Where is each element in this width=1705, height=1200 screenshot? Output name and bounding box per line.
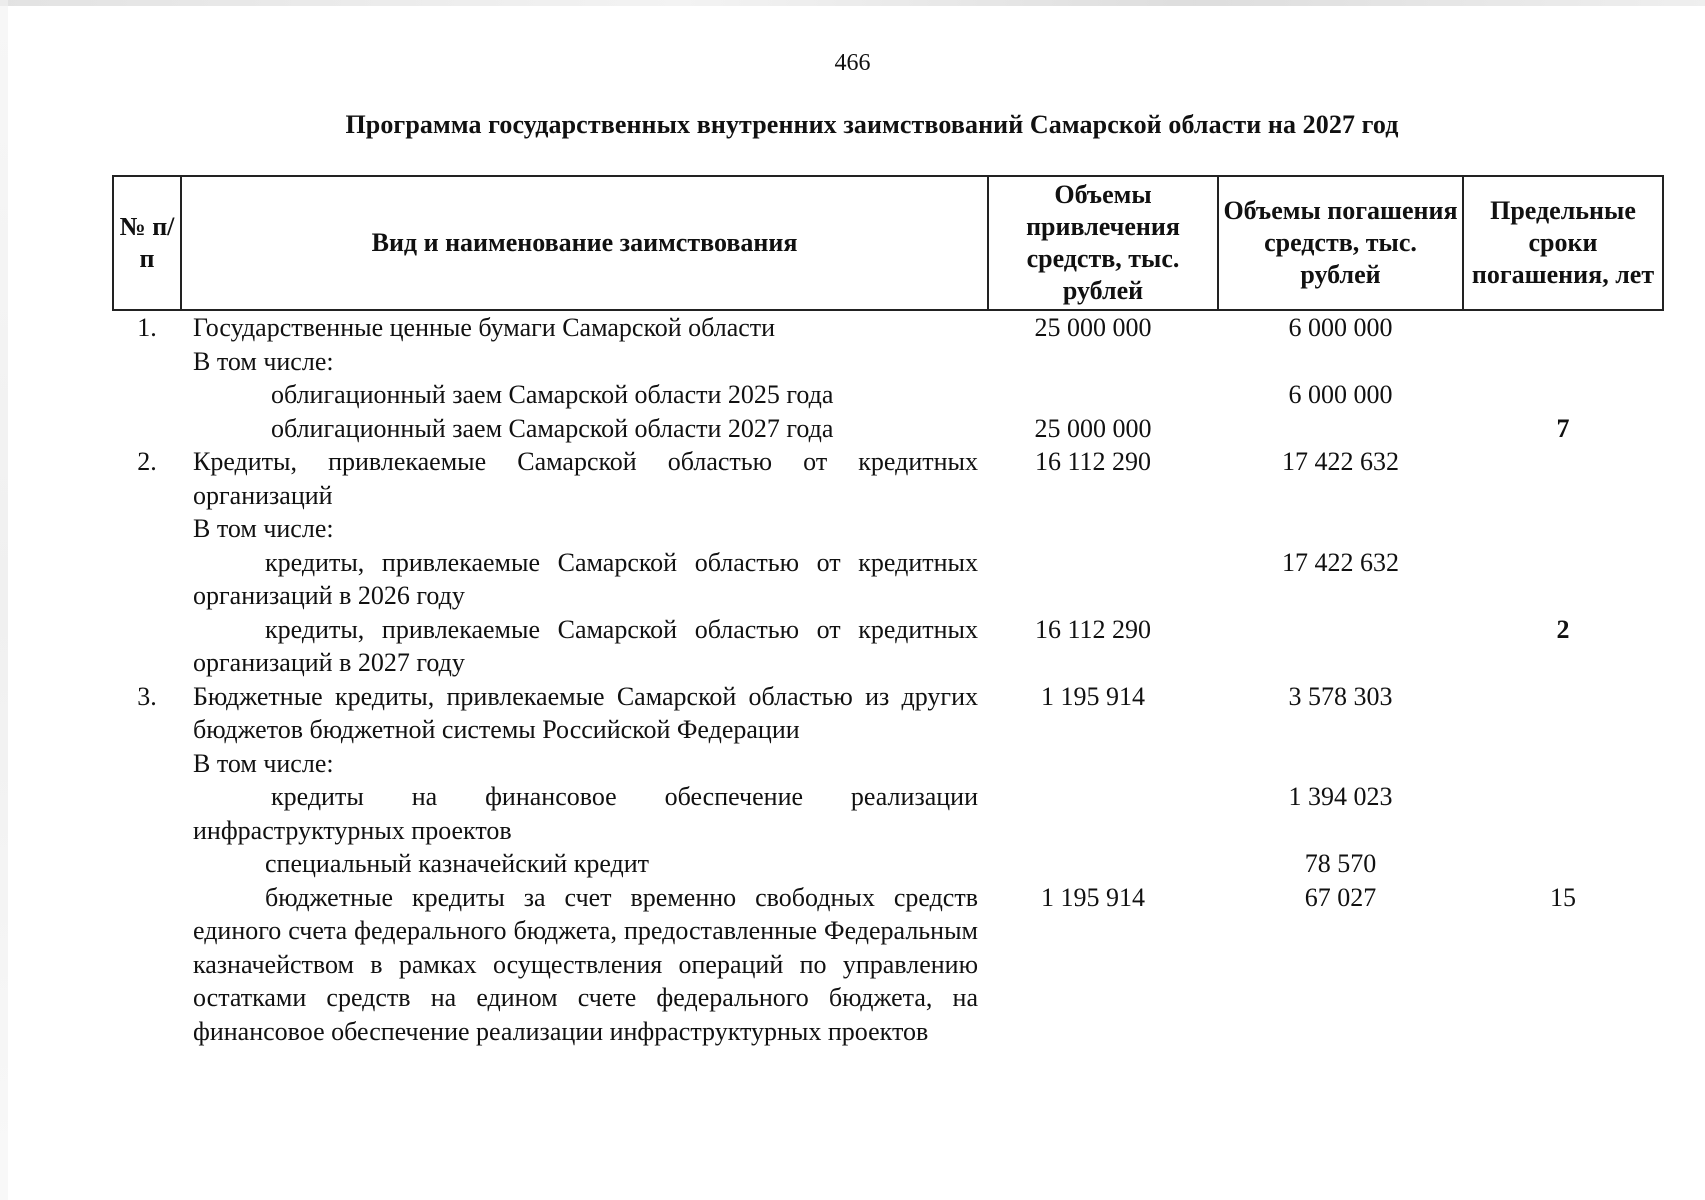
row-name: Государственные ценные бумаги Самарской области — [193, 313, 776, 342]
row-num — [113, 780, 181, 847]
row-num: 2. — [137, 447, 157, 476]
row-inflow: 25 000 000 — [1034, 413, 1152, 443]
row-inflow: 25 000 000 — [1034, 313, 1152, 342]
borrowing-program-table — [112, 175, 1664, 1048]
row-name: Бюджетные кредиты, привлекаемые Самарской областью из других бюджетов бюджетной системы Российской Федерации — [193, 681, 978, 744]
row-outflow — [1218, 345, 1463, 379]
row-num: 1. — [137, 313, 157, 342]
row-term — [1463, 345, 1663, 379]
document-title: Программа государственных внутренних заимствований Самарской области на 2027 год — [345, 110, 1399, 139]
table-row — [113, 445, 1663, 512]
row-term — [1463, 847, 1663, 881]
row-outflow: 3 578 303 — [1288, 681, 1393, 711]
table-row — [113, 881, 1663, 1049]
row-num — [113, 345, 181, 379]
row-name: Кредиты, привлекаемые Самарской областью от кредитных организаций — [193, 447, 978, 510]
scan-top-edge — [0, 0, 1705, 6]
header-term: Предельные сроки погашения, лет — [1463, 176, 1663, 310]
row-outflow: 67 027 — [1304, 882, 1377, 912]
row-name: облигационный заем Самарской области 2027 года — [271, 413, 834, 443]
row-num — [113, 378, 181, 412]
row-outflow: 6 000 000 — [1288, 313, 1393, 342]
row-inflow: 16 112 290 — [1034, 447, 1152, 476]
row-term — [1463, 310, 1663, 345]
table-body — [113, 310, 1663, 1048]
row-inflow — [988, 747, 1218, 781]
header-inflow: Объемы привлечения средств, тыс. рублей — [988, 176, 1218, 310]
row-inflow — [988, 847, 1218, 881]
page-number: 466 — [834, 50, 871, 76]
row-term: 2 — [1556, 614, 1570, 644]
row-term — [1463, 512, 1663, 546]
row-outflow: 17 422 632 — [1282, 547, 1399, 577]
row-name: бюджетные кредиты за счет временно свободных средств единого счета федерального бюджета, предоставленные Федеральным казначейством в рамках осуществления операций по управлению остатками средств на едином счете федерального бюджета, на финансовое обеспечение реализации инфраструктурных проектов — [193, 882, 978, 1046]
header-outflow: Объемы погашения средств, тыс. рублей — [1218, 176, 1463, 310]
row-name: В том числе: — [193, 748, 334, 778]
row-name: кредиты, привлекаемые Самарской областью от кредитных организаций в 2026 году — [193, 547, 978, 610]
row-name: облигационный заем Самарской области 2025 года — [271, 380, 834, 409]
row-inflow — [988, 546, 1218, 613]
table-row — [113, 680, 1663, 747]
row-name: В том числе: — [193, 514, 334, 543]
row-name: В том числе: — [193, 346, 334, 376]
row-inflow — [988, 345, 1218, 379]
row-inflow: 16 112 290 — [1034, 614, 1152, 644]
row-term — [1463, 546, 1663, 613]
row-inflow: 1 195 914 — [1041, 681, 1145, 711]
row-num — [113, 613, 181, 680]
table-row — [113, 512, 1663, 546]
table-row — [113, 847, 1663, 881]
table-row — [113, 378, 1663, 412]
row-inflow — [988, 780, 1218, 847]
row-term — [1463, 378, 1663, 412]
row-num — [113, 512, 181, 546]
row-name: специальный казначейский кредит — [265, 849, 650, 878]
row-outflow: 1 394 023 — [1288, 782, 1393, 811]
row-num — [113, 747, 181, 781]
row-term: 15 — [1550, 882, 1576, 912]
table-header — [113, 176, 1663, 310]
row-num — [113, 847, 181, 881]
row-term — [1463, 680, 1663, 747]
table-row — [113, 345, 1663, 379]
scan-left-edge — [0, 0, 8, 1200]
row-outflow: 6 000 000 — [1288, 380, 1393, 409]
row-num — [113, 412, 181, 446]
row-name: кредиты на финансовое обеспечение реализации инфраструктурных проектов — [193, 782, 978, 845]
table-row — [113, 747, 1663, 781]
row-name: кредиты, привлекаемые Самарской областью от кредитных организаций в 2027 году — [193, 614, 978, 677]
row-term — [1463, 747, 1663, 781]
row-outflow — [1218, 512, 1463, 546]
row-term — [1463, 780, 1663, 847]
row-num: 3. — [137, 681, 157, 711]
row-outflow — [1218, 613, 1463, 680]
table-row — [113, 412, 1663, 446]
row-term — [1463, 445, 1663, 512]
table-row — [113, 310, 1663, 345]
row-term: 7 — [1556, 413, 1570, 443]
row-outflow: 78 570 — [1304, 849, 1377, 878]
table-row — [113, 546, 1663, 613]
table-row — [113, 613, 1663, 680]
row-num — [113, 546, 181, 613]
row-outflow: 17 422 632 — [1282, 447, 1399, 476]
row-outflow — [1218, 412, 1463, 446]
table-row — [113, 780, 1663, 847]
row-inflow — [988, 378, 1218, 412]
row-num — [113, 881, 181, 1049]
row-inflow: 1 195 914 — [1041, 882, 1145, 912]
header-name: Вид и наименование заимствования — [181, 176, 988, 310]
row-inflow — [988, 512, 1218, 546]
row-outflow — [1218, 747, 1463, 781]
header-num: № п/п — [113, 176, 181, 310]
